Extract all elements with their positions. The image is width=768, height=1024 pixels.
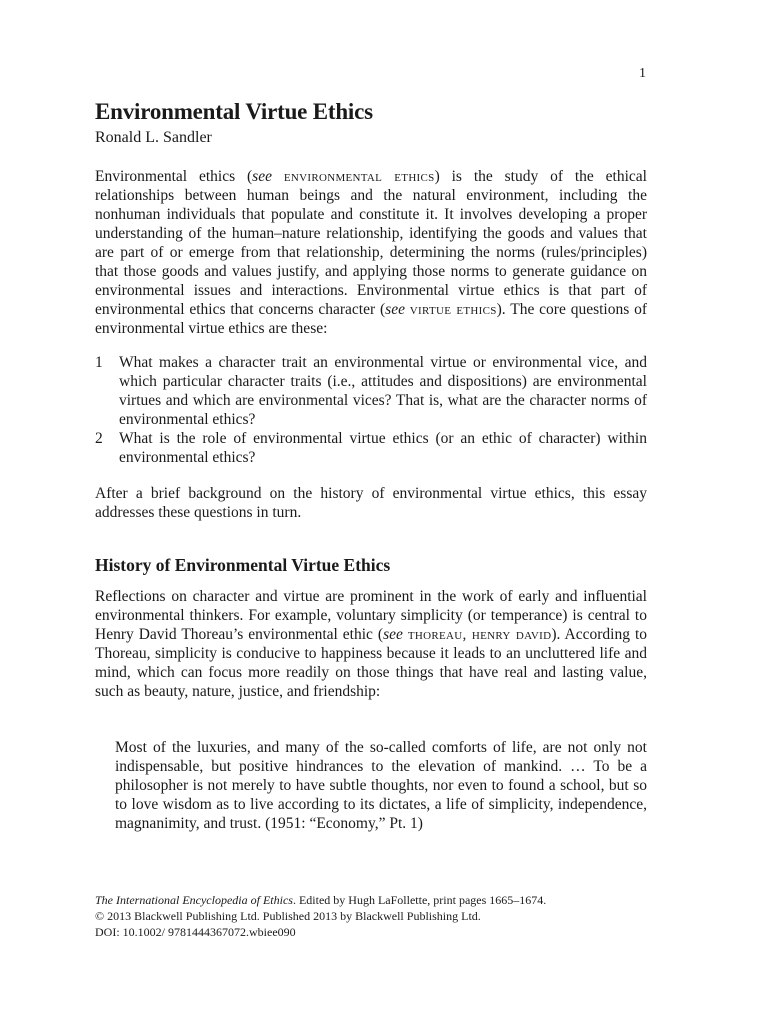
list-number: 1 (95, 354, 103, 371)
after-list-paragraph: After a brief background on the history of environmental virtue ethics, this essay addresses these questions in turn. (95, 485, 647, 521)
list-number: 2 (95, 430, 103, 447)
list-text: What makes a character trait an environmental virtue or environmental vice, and which particular character traits (i.e., attitudes and dispositions) are environmental virtues and which are environmental vices? That is, what are the character norms of environmental ethics? (119, 354, 647, 428)
intro-text-1: Environmental ethics ( (95, 168, 253, 185)
intro-block (95, 167, 647, 338)
page-number: 1 (639, 66, 646, 81)
intro-text-3: ). The core questions of environmental virtue ethics are these: (95, 301, 647, 337)
footer (95, 892, 546, 940)
block-quote: Most of the luxuries, and many of the so-called comforts of life, are not only not indispensable, but positive hindrances to the elevation of mankind. … To be a philosopher is not merely to have subtle thoughts, nor even to found a school, but so to love wisdom as to live according to its dictates, a life of simplicity, independence, magnanimity, and trust. (1951: “Economy,” Pt. 1) (115, 739, 647, 832)
see-reference: see (252, 168, 272, 185)
article-title: Environmental Virtue Ethics (95, 99, 373, 124)
see-reference: see (385, 301, 405, 318)
history-block (95, 587, 647, 701)
doi-line: DOI: 10.1002/ 9781444367072.wbiee090 (95, 925, 296, 939)
footer-source-line (95, 892, 546, 908)
list-text: What is the role of environmental virtue ethics (or an ethic of character) within environmental ethics? (119, 430, 647, 466)
source-details: . Edited by Hugh LaFollette, print pages 1665–1674. (292, 893, 547, 907)
history-text-1: Reflections on character and virtue are prominent in the work of early and influential environmental thinkers. For example, voluntary simplicity (or temperance) is central to Henry David Thoreau’s environmental ethic ( (95, 588, 647, 643)
history-text-2: ). According to Thoreau, simplicity is conducive to happiness because it leads to an uncluttered life and mind, which can focus more readily on those things that have real and lasting value, such as beauty, nature, justice, and friendship: (95, 626, 647, 700)
article-author: Ronald L. Sandler (95, 129, 212, 146)
cross-reference-link[interactable]: virtue ethics (409, 301, 497, 318)
intro-paragraph (95, 167, 647, 338)
copyright-line: © 2013 Blackwell Publishing Ltd. Published 2013 by Blackwell Publishing Ltd. (95, 909, 481, 923)
list-item (95, 353, 647, 429)
list-item (95, 429, 647, 467)
cross-reference-link[interactable]: thoreau, henry david (407, 626, 552, 643)
section-heading: History of Environmental Virtue Ethics (95, 555, 391, 575)
after-list-block (95, 484, 647, 522)
source-title: The International Encyclopedia of Ethics (95, 893, 293, 907)
cross-reference-link[interactable]: environmental ethics (283, 168, 435, 185)
core-questions-list (95, 353, 647, 467)
history-paragraph (95, 587, 647, 701)
see-reference: see (383, 626, 403, 643)
intro-text-2: ) is the study of the ethical relationships between human beings and the natural environment, including the nonhuman individuals that populate and constitute it. It involves developing a proper understanding of the human–nature relationship, identifying the goods and values that are part of or emerge from that relationship, determining the norms (rules/principles) that those goods and values justify, and applying those norms to generate guidance on environmental issues and interactions. Environmental virtue ethics is that part of environmental ethics that concerns character ( (95, 168, 647, 318)
